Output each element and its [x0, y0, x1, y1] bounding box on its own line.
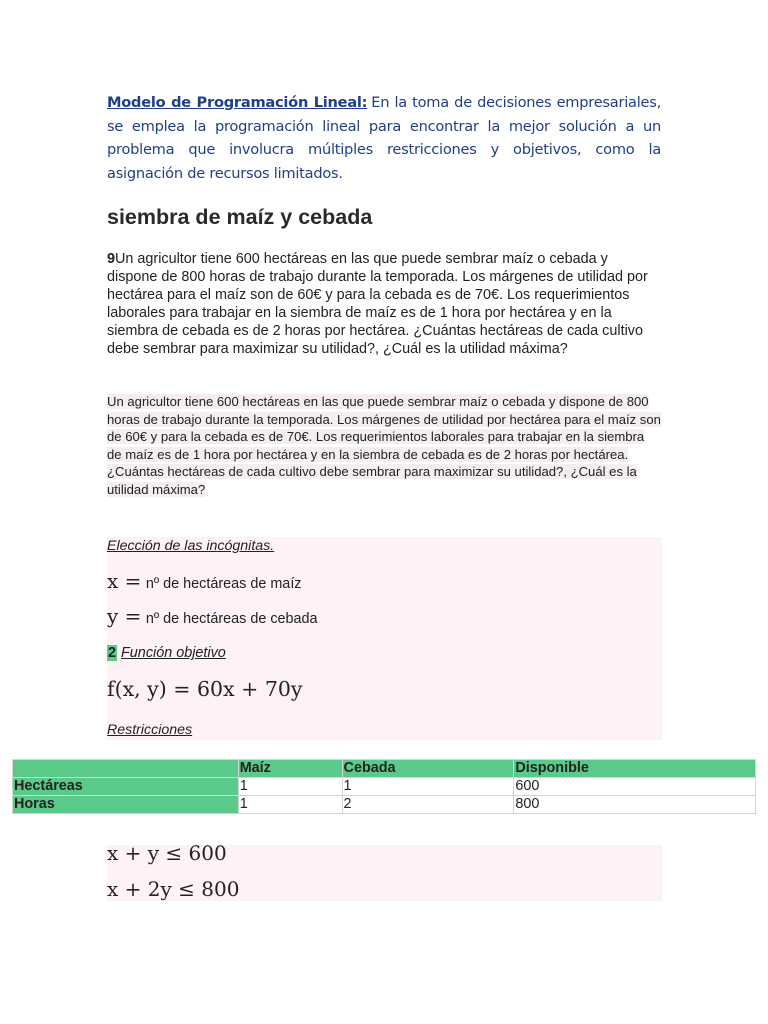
- table-cell: 1: [238, 796, 342, 814]
- objective-label: Función objetivo: [121, 645, 226, 661]
- objective-formula: f(x, y) = 60x + 70y: [107, 677, 303, 701]
- inequality-hours: x + 2y ≤ 800: [107, 877, 240, 901]
- objective-badge: 2: [108, 645, 117, 661]
- y-text: nº de hectáreas de cebada: [145, 611, 318, 627]
- restrictions-label: Restricciones: [107, 722, 193, 738]
- table-cell: 1: [342, 778, 514, 796]
- section-heading: siembra de maíz y cebada: [107, 205, 373, 229]
- table-header-cell: [13, 760, 239, 778]
- problem-statement-repeat: [107, 393, 662, 499]
- intro-text: En la toma de decisiones empresariales, se emplea la programación lineal para encontrar la mejor solución a un problema que involucra múltiples restricciones y objetivos, como la asignación de recursos limitados.: [107, 94, 662, 183]
- table-row-header: Horas: [13, 796, 239, 814]
- table-header-row: [13, 760, 756, 778]
- objective-label-row: [107, 645, 226, 661]
- x-symbol: x =: [107, 569, 142, 593]
- problem-number: 9: [107, 251, 116, 267]
- problem-repeat-text: Un agricultor tiene 600 hectáreas en las que puede sembrar maíz o cebada y dispone de 800 horas de trabajo durante la temporada. Los márgenes de utilidad por hectárea para el maíz son de 60€ y para la cebada es de 70€. Los requerimientos laborales para trabajar en la siembra de maíz es de 1 hora por hectárea y en la siembra de cebada es de 2 horas por hectárea. ¿Cuántas hectáreas de cada cultivo debe sembrar para maximizar su utilidad?, ¿Cuál es la utilidad máxima?: [107, 394, 661, 497]
- problem-statement: [107, 250, 662, 358]
- solution-box: [107, 537, 662, 740]
- table-cell: 1: [238, 778, 342, 796]
- table-row: [13, 796, 756, 814]
- x-definition: [107, 569, 302, 593]
- table-cell: 2: [342, 796, 514, 814]
- unknowns-label: Elección de las incógnitas.: [107, 538, 275, 554]
- y-definition: [107, 604, 318, 628]
- restrictions-table: [12, 759, 756, 814]
- inequality-hectares: x + y ≤ 600: [107, 841, 227, 865]
- y-symbol: y =: [107, 604, 142, 628]
- table-header-cell: Cebada: [342, 760, 514, 778]
- intro-paragraph: [107, 91, 661, 186]
- table-cell: 600: [514, 778, 756, 796]
- table-row-header: Hectáreas: [13, 778, 239, 796]
- problem-text: Un agricultor tiene 600 hectáreas en las que puede sembrar maíz o cebada y dispone de 800 horas de trabajo durante la temporada. Los márgenes de utilidad por hectárea para el maíz son de 60€ y para la cebada es de 70€. Los requerimientos laborales para trabajar en la siembra de maíz es de 1 hora por hectárea y en la siembra de cebada es de 2 horas por hectárea. ¿Cuántas hectáreas de cada cultivo debe sembrar para maximizar su utilidad?, ¿Cuál es la utilidad máxima?: [107, 251, 648, 357]
- x-text: nº de hectáreas de maíz: [145, 576, 302, 592]
- table-header-cell: Disponible: [514, 760, 756, 778]
- table-cell: 800: [514, 796, 756, 814]
- intro-lead: Modelo de Programación Lineal:: [107, 94, 368, 111]
- table-header-cell: Maíz: [238, 760, 342, 778]
- table-row: [13, 778, 756, 796]
